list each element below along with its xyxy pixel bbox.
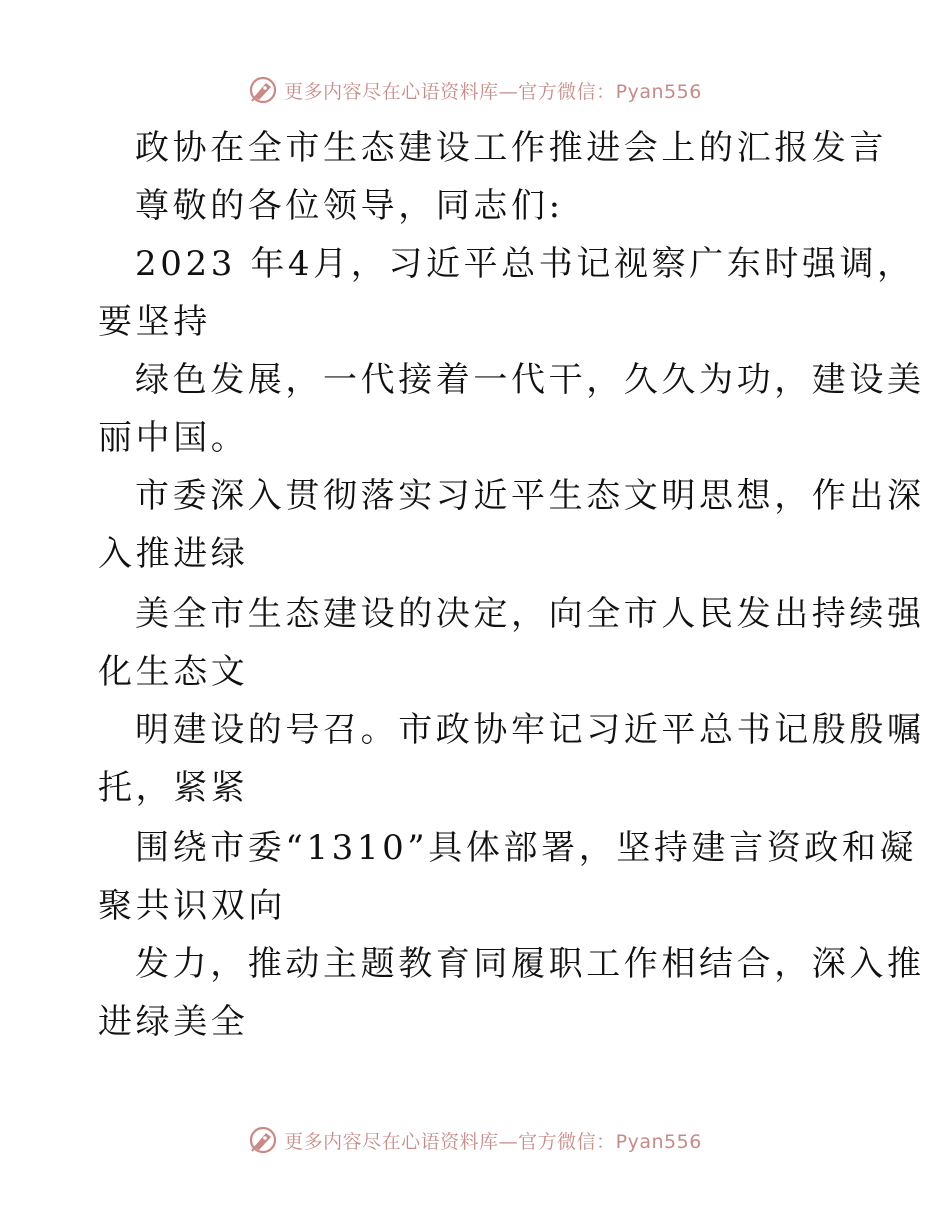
- paragraph-line: 入推进绿: [98, 534, 249, 574]
- paragraph-line: 进绿美全: [98, 1002, 249, 1042]
- header-watermark: [0, 70, 950, 110]
- paragraph-line: 聚共识双向: [98, 886, 286, 926]
- footer-watermark: [0, 1120, 950, 1160]
- paragraph-line: 化生态文: [98, 652, 249, 692]
- paragraph-line: 要坚持: [98, 302, 211, 342]
- pen-nib-circle-icon: [248, 75, 278, 105]
- paragraph-line: 明建设的号召。市政协牢记习近平总书记殷殷嘱: [135, 710, 925, 750]
- paragraph-line: 美全市生态建设的决定，向全市人民发出持续强: [135, 594, 925, 634]
- paragraph-line: 托，紧紧: [98, 768, 249, 808]
- watermark-text: 更多内容尽在心语资料库—官方微信：Pyan556: [284, 80, 702, 103]
- greeting: 尊敬的各位领导，同志们:: [135, 186, 564, 226]
- pen-nib-circle-icon: [248, 1125, 278, 1155]
- paragraph-line: 市委深入贯彻落实习近平生态文明思想，作出深: [135, 476, 925, 516]
- document-title: 政协在全市生态建设工作推进会上的汇报发言: [135, 128, 887, 168]
- paragraph-line: 围绕市委“1310”具体部署，坚持建言资政和凝: [135, 828, 918, 868]
- paragraph-line: 发力，推动主题教育同履职工作相结合，深入推: [135, 944, 925, 984]
- watermark-text: 更多内容尽在心语资料库—官方微信：Pyan556: [284, 1130, 702, 1153]
- paragraph-line: 2023 年4月，习近平总书记视察广东时强调，: [135, 244, 915, 284]
- paragraph-line: 绿色发展，一代接着一代干，久久为功，建设美: [135, 360, 925, 400]
- paragraph-line: 丽中国。: [98, 418, 249, 458]
